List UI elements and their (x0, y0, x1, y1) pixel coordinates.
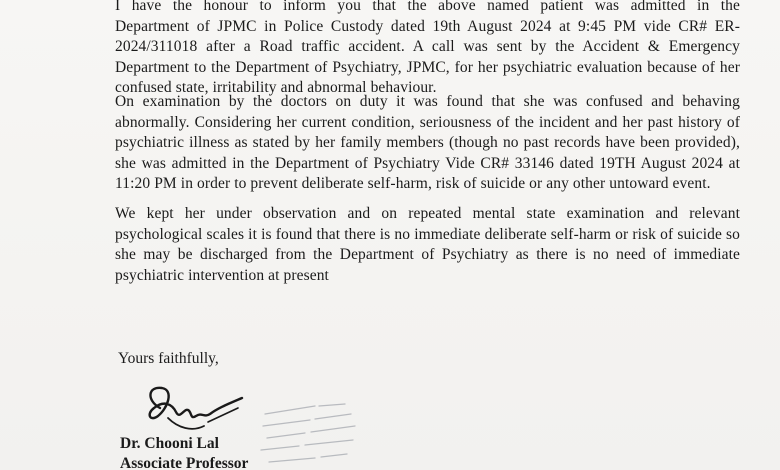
text-line: We kept her under observation and on repeated mental state examination and relevant (115, 205, 740, 222)
text-line: 2024/311018 after a Road traffic accident. A call was sent by the Accident & Emergency (115, 38, 740, 55)
signatory-title: Associate Professor (120, 455, 249, 470)
text-line: she may be discharged from the Department of Psychiatry as there is no need of immediate (115, 246, 740, 263)
paragraph-examination (115, 92, 740, 195)
text-line: psychological scales it is found that there is no immediate deliberate self-harm or risk of suicide so (115, 225, 740, 243)
paragraph-observation (115, 204, 740, 286)
signatory-name: Dr. Chooni Lal (120, 435, 219, 452)
text-line: confused state, irritability and abnormal behaviour. (115, 79, 437, 96)
text-line: Department to the Department of Psychiatry, JPMC, for her psychiatric evaluation because of her (115, 58, 740, 76)
text-line: On examination by the doctors on duty it was found that she was confused and behaving (115, 93, 740, 110)
paragraph-admission (115, 0, 740, 99)
text-line: psychiatric intervention at present (115, 266, 329, 284)
official-stamp (255, 400, 365, 470)
closing-salutation: Yours faithfully, (118, 350, 219, 367)
text-line: she was admitted in the Department of Psychiatry Vide CR# 33146 dated 19TH August 2024 at (115, 154, 740, 172)
text-line: I have the honour to inform you that the above named patient was admitted in the (115, 0, 740, 14)
text-line: abnormally. Considering her current condition, seriousness of the incident and her past history of (115, 113, 740, 131)
text-line: Department of JPMC in Police Custody dated 19th August 2024 at 9:45 PM vide CR# ER- (115, 17, 740, 35)
text-line: psychiatric illness as stated by her family members (though no past records have been provided), (115, 134, 740, 151)
handwritten-signature (138, 378, 253, 440)
text-line: 11:20 PM in order to prevent deliberate self-harm, risk of suicide or any other untoward event. (115, 175, 711, 192)
